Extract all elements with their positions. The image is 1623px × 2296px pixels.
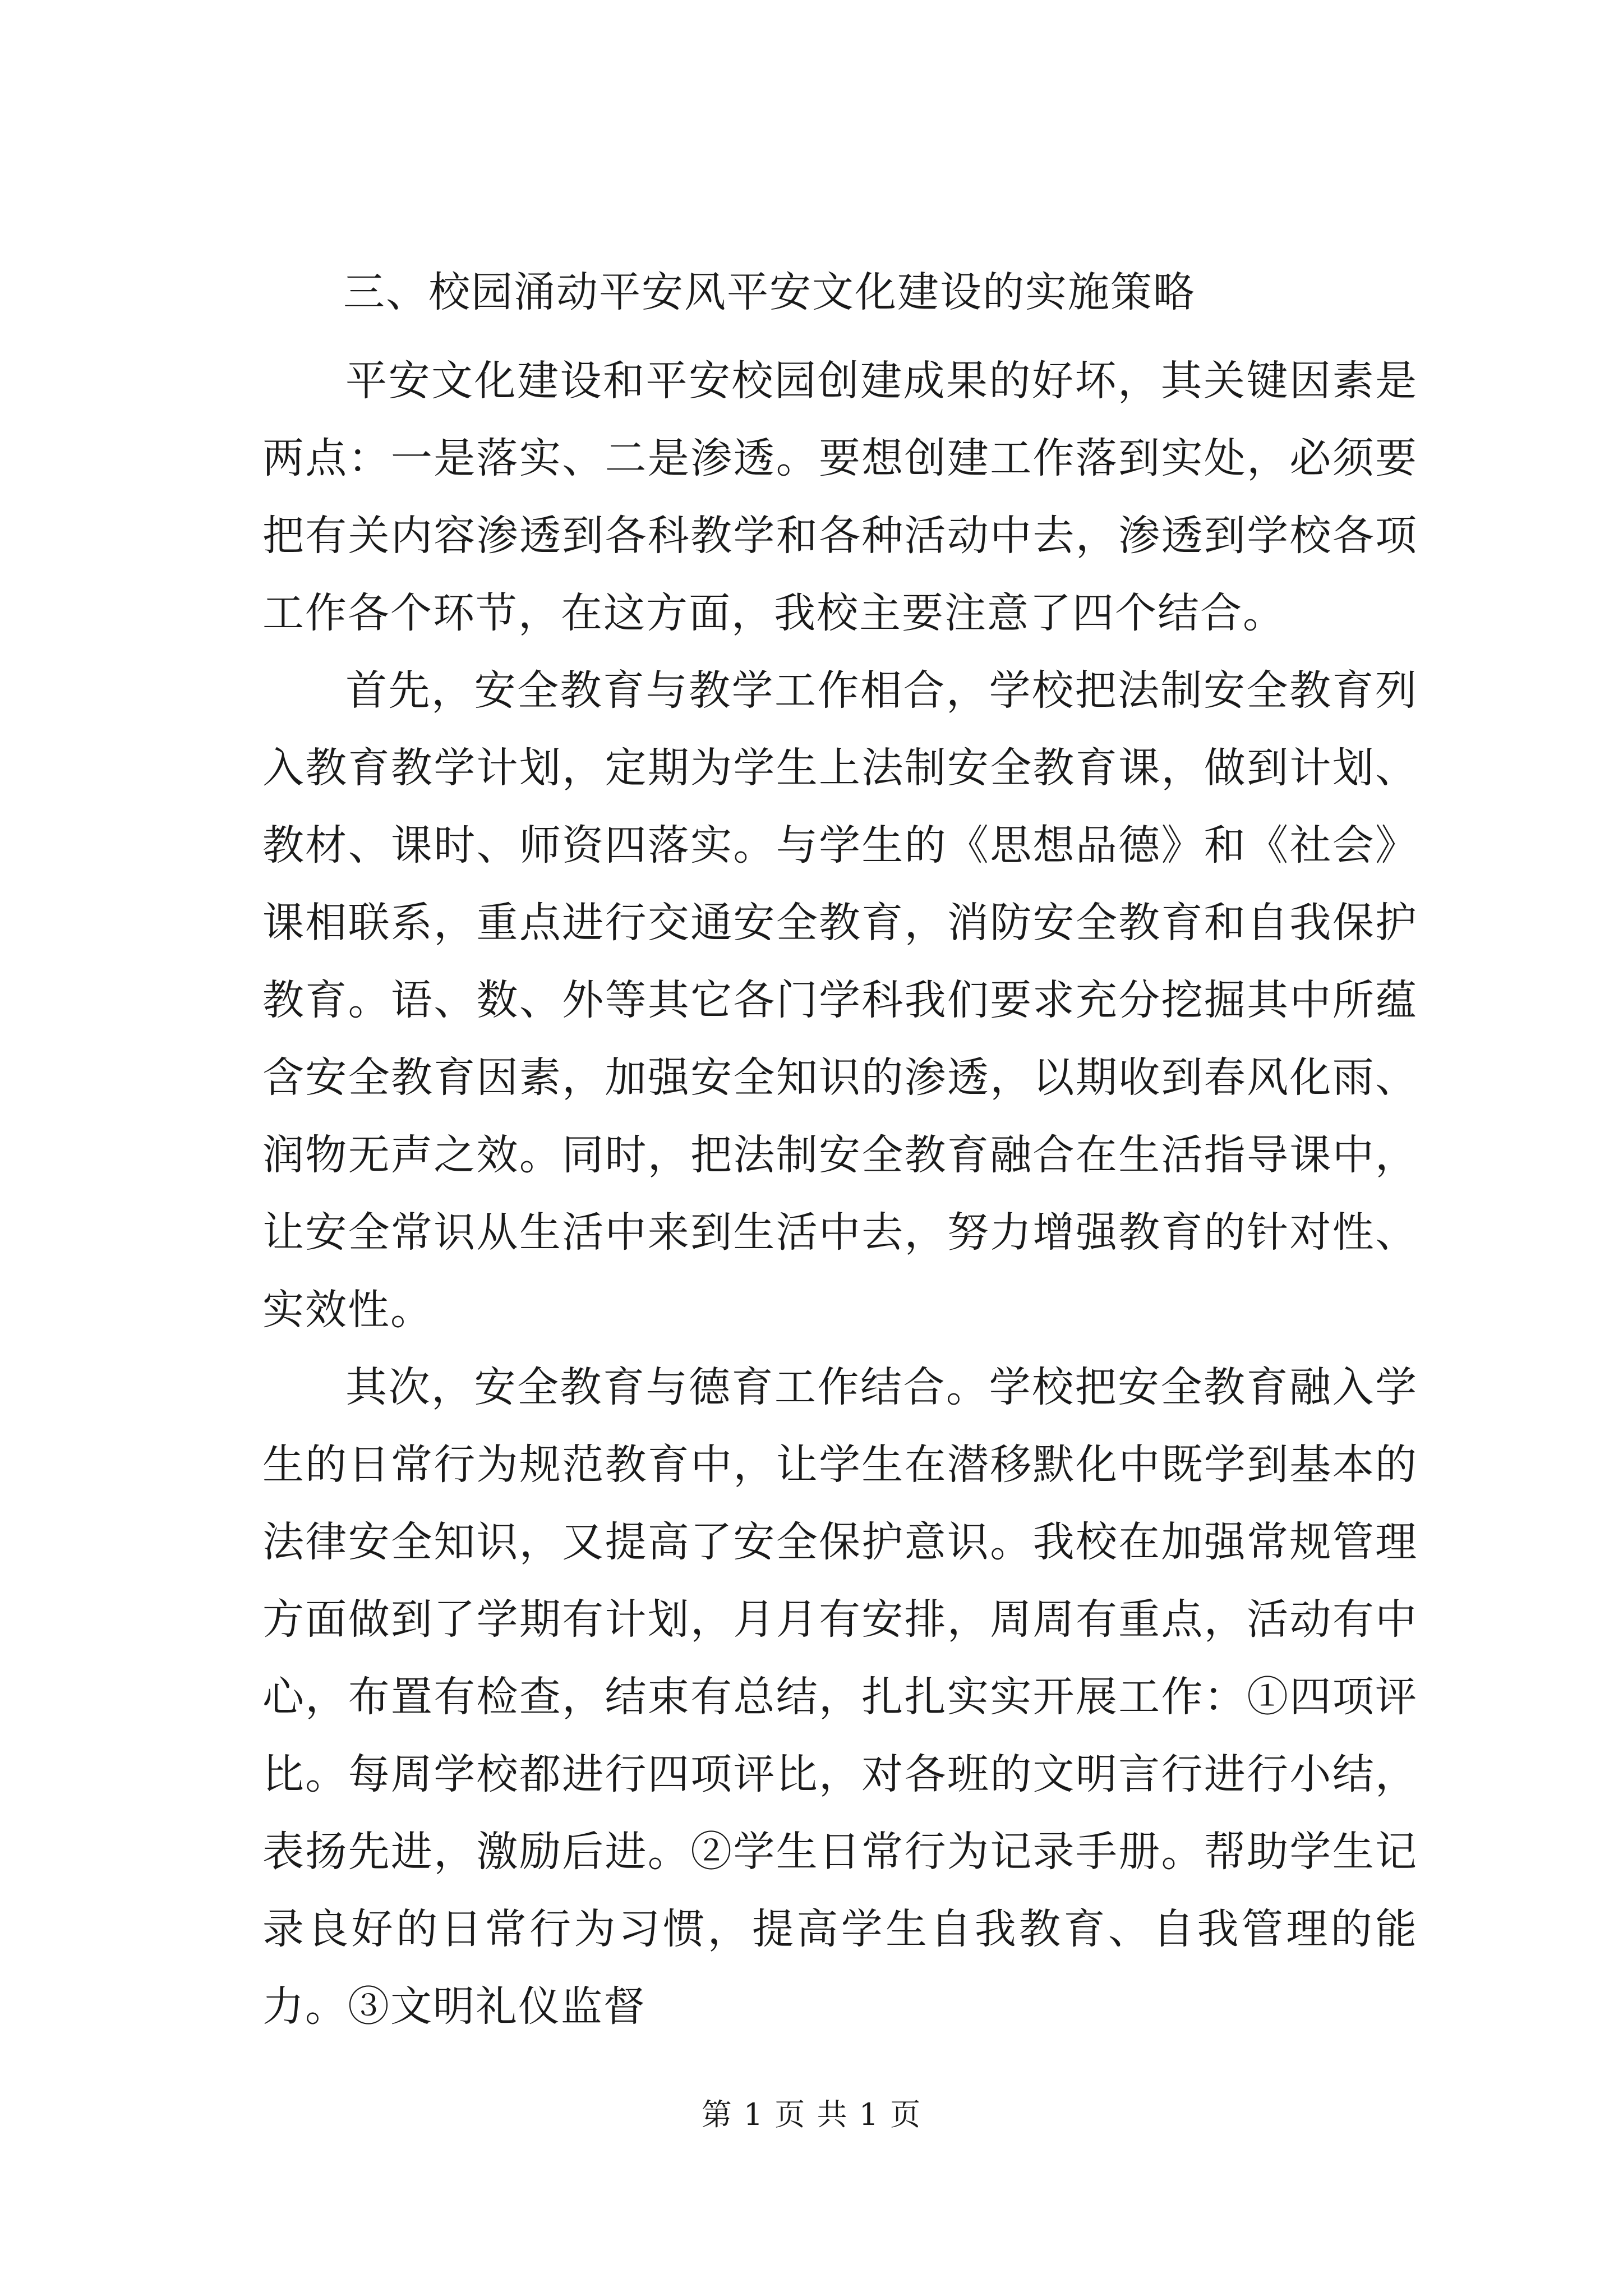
document-body xyxy=(262,254,1418,2045)
paragraph-second: 其次，安全教育与德育工作结合。学校把安全教育融入学生的日常行为规范教育中，让学生在潜移默化中既学到基本的法律安全知识，又提高了安全保护意识。我校在加强常规管理方面做到了学期有计划，月月有安排，周周有重点，活动有中心，布置有检查，结束有总结，扎扎实实开展工作：①四项评比。每周学校都进行四项评比，对各班的文明言行进行小结，表扬先进，激励后进。②学生日常行为记录手册。帮助学生记录良好的日常行为习惯，提高学生自我教育、自我管理的能力。③文明礼仪监督 xyxy=(262,1363,1418,2031)
section-heading: 三、校园涌动平安风平安文化建设的实施策略 xyxy=(343,268,1196,316)
page-footer: 第 1 页 共 1 页 xyxy=(701,2097,922,2132)
paragraph-intro: 平安文化建设和平安校园创建成果的好坏，其关键因素是两点：一是落实、二是渗透。要想创建工作落到实处，必须要把有关内容渗透到各科教学和各种活动中去，渗透到学校各项工作各个环节，在这方面，我校主要注意了四个结合。 xyxy=(262,357,1418,637)
paragraph-first: 首先，安全教育与教学工作相合，学校把法制安全教育列入教育教学计划，定期为学生上法制安全教育课，做到计划、教材、课时、师资四落实。与学生的《思想品德》和《社会》课相联系，重点进行交通安全教育，消防安全教育和自我保护教育。语、数、外等其它各门学科我们要求充分挖掘其中所蕴含安全教育因素，加强安全知识的渗透，以期收到春风化雨、润物无声之效。同时，把法制安全教育融合在生活指导课中，让安全常识从生活中来到生活中去，努力增强教育的针对性、实效性。 xyxy=(262,666,1418,1334)
